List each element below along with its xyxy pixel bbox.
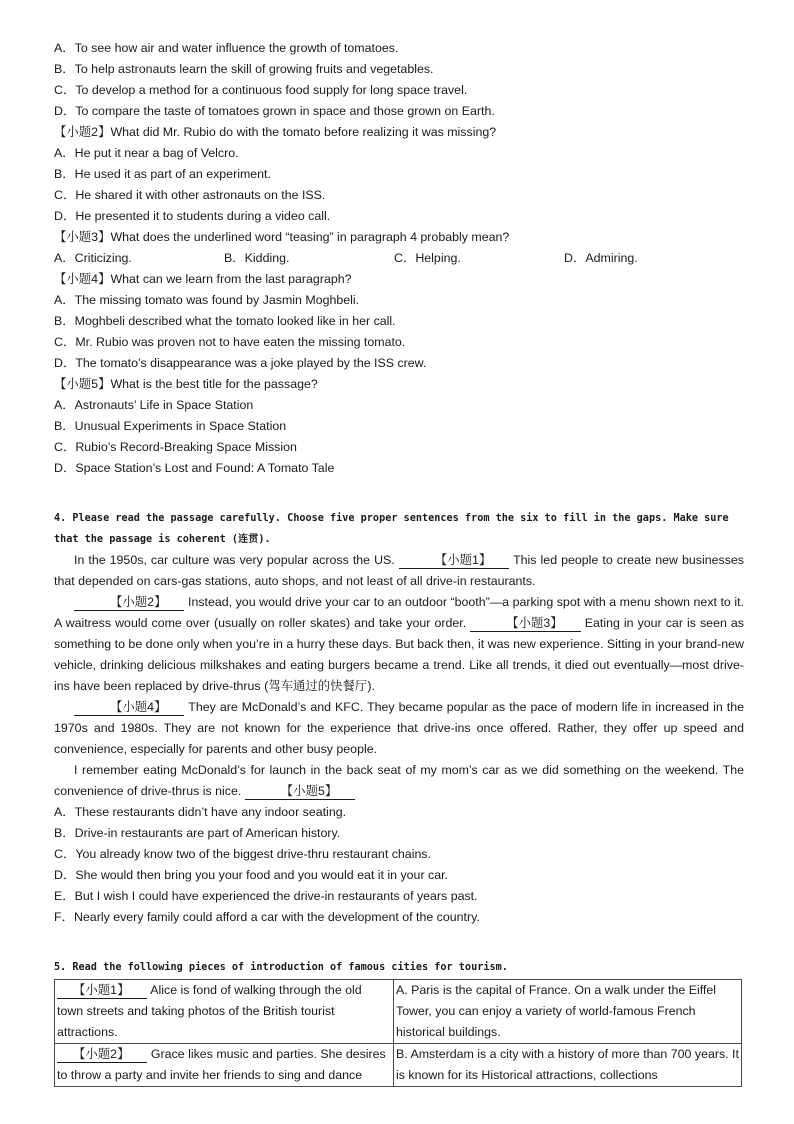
option-line[interactable]: B．Moghbeli described what the tomato looked like in her call. <box>54 314 396 328</box>
option-a[interactable]: A．Criticizing. <box>54 251 132 265</box>
paragraph-text: They are McDonald’s and KFC. They became popular as the pace of modern life in increased in the 1970s and 1980s. They are not known for the experience that drive-ins once offered. Rather, they offer up speed and convenience, especially for parents and other busy people. <box>54 700 744 756</box>
city-cell: B. Amsterdam is a city with a history of more than 700 years. It is known for its Historical attractions, collections <box>394 1044 742 1087</box>
q5-heading: 5. Read the following pieces of introduction of famous cities for tourism. <box>54 962 508 973</box>
person-description: Grace likes music and parties. She desires to throw a party and invite her friends to sing and dance <box>57 1047 386 1082</box>
gap-label: 【小题1】 <box>434 553 492 567</box>
table-row <box>55 980 742 1044</box>
option-line[interactable]: C．He shared it with other astronauts on the ISS. <box>54 188 326 202</box>
option-line[interactable]: C．To develop a method for a continuous food supply for long space travel. <box>54 83 468 97</box>
q4-paragraph-2 <box>54 592 744 697</box>
gap-blank-5[interactable] <box>245 783 355 800</box>
option-d[interactable]: D．Admiring. <box>564 251 638 265</box>
gap-label: 【小题1】 <box>73 983 130 997</box>
option-b[interactable]: B．Kidding. <box>224 251 290 265</box>
q3-q3-options <box>54 248 744 269</box>
person-description: Alice is fond of walking through the old town streets and taking photos of the British tourist attractions. <box>57 983 362 1039</box>
gap-blank-1[interactable] <box>399 552 509 569</box>
q4-paragraph-4 <box>54 760 744 802</box>
q3-q1-options <box>54 38 744 122</box>
q4-heading-line1: 4. Please read the passage carefully. Choose five proper sentences from the six to fill in the gaps. Make sure <box>54 513 729 524</box>
q3-q5-stem: 【小题5】What is the best title for the passage? <box>54 377 318 391</box>
gap-blank-2[interactable] <box>57 1046 147 1063</box>
gap-label: 【小题5】 <box>280 784 338 798</box>
spacer <box>54 928 744 957</box>
paragraph-text: Instead, you would drive your car to an outdoor “booth”—a parking spot with a menu shown next to it. A waitress would come over (usually on roller skates) and take your order. <box>54 595 744 630</box>
q4-paragraph-3 <box>54 697 744 760</box>
option-line[interactable]: B．Unusual Experiments in Space Station <box>54 419 287 433</box>
option-line[interactable]: A．These restaurants didn’t have any indoor seating. <box>54 805 347 819</box>
gap-label: 【小题4】 <box>110 700 167 714</box>
option-line[interactable]: A．Astronauts’ Life in Space Station <box>54 398 254 412</box>
option-c[interactable]: C．Helping. <box>394 251 461 265</box>
option-line[interactable]: D．To compare the taste of tomatoes grown in space and those grown on Earth. <box>54 104 495 118</box>
gap-blank-4[interactable] <box>74 699 184 716</box>
option-line[interactable]: F．Nearly every family could afford a car with the development of the country. <box>54 910 480 924</box>
gap-label: 【小题2】 <box>110 595 167 609</box>
option-line[interactable]: E．But I wish I could have experienced the drive-in restaurants of years past. <box>54 889 478 903</box>
option-line[interactable]: C．Mr. Rubio was proven not to have eaten the missing tomato. <box>54 335 406 349</box>
option-line[interactable]: D．She would then bring you your food and you would eat it in your car. <box>54 868 448 882</box>
q3-q3-stem: 【小题3】What does the underlined word “teasing” in paragraph 4 probably mean? <box>54 230 510 244</box>
option-line[interactable]: D．He presented it to students during a video call. <box>54 209 331 223</box>
q4-paragraph-1 <box>54 550 744 592</box>
option-line[interactable]: D．The tomato’s disappearance was a joke played by the ISS crew. <box>54 356 427 370</box>
paragraph-text: This led people to create new businesses that depended on cars-gas stations, auto shops, and not least of all drive-in restaurants. <box>54 553 744 588</box>
city-cell: A. Paris is the capital of France. On a walk under the Eiffel Tower, you can enjoy a variety of world-famous French historical buildings. <box>394 980 742 1044</box>
paragraph-text: I remember eating McDonald’s for launch in the back seat of my mom’s car as we did something on the weekend. The convenience of drive-thrus is nice. <box>54 763 744 798</box>
person-cell <box>55 1044 394 1087</box>
spacer <box>54 479 744 508</box>
gap-blank-1[interactable] <box>57 982 147 999</box>
option-line[interactable]: A．To see how air and water influence the growth of tomatoes. <box>54 41 399 55</box>
paragraph-text: Eating in your car is seen as something to be done only when you’re in a hurry these days. But back then, it was new experience. Sitting in your brand-new vehicle, drinking delicious milkshakes and eating burgers became a trend. Like all trends, it died out eventually—most drive-ins have been replaced by drive-thrus (驾车通过的快餐厅). <box>54 616 744 693</box>
gap-blank-2[interactable] <box>74 594 184 611</box>
option-line[interactable]: B．He used it as part of an experiment. <box>54 167 271 181</box>
q4-options <box>54 802 744 928</box>
q3-q2-options <box>54 143 744 227</box>
option-line[interactable]: A．The missing tomato was found by Jasmin Moghbeli. <box>54 293 360 307</box>
option-line[interactable]: C．Rubio’s Record-Breaking Space Mission <box>54 440 297 454</box>
document-page <box>54 38 744 1092</box>
option-line[interactable]: A．He put it near a bag of Velcro. <box>54 146 239 160</box>
q3-q2-stem: 【小题2】What did Mr. Rubio do with the tomato before realizing it was missing? <box>54 125 497 139</box>
q3-q5-options <box>54 395 744 479</box>
cities-table <box>54 979 742 1087</box>
gap-blank-3[interactable] <box>470 615 580 632</box>
option-line[interactable]: D．Space Station’s Lost and Found: A Tomato Tale <box>54 461 335 475</box>
option-line[interactable]: C．You already know two of the biggest drive-thru restaurant chains. <box>54 847 431 861</box>
table-row <box>55 1044 742 1087</box>
paragraph-text: In the 1950s, car culture was very popular across the US. <box>74 553 395 567</box>
q3-q4-stem: 【小题4】What can we learn from the last paragraph? <box>54 272 352 286</box>
q3-q4-options <box>54 290 744 374</box>
gap-label: 【小题3】 <box>506 616 563 630</box>
q5-table-viewport <box>54 978 744 1092</box>
option-line[interactable]: B．To help astronauts learn the skill of growing fruits and vegetables. <box>54 62 434 76</box>
option-line[interactable]: B．Drive-in restaurants are part of American history. <box>54 826 341 840</box>
gap-label: 【小题2】 <box>73 1047 130 1061</box>
q4-heading-line2: that the passage is coherent (连贯). <box>54 534 271 545</box>
person-cell <box>55 980 394 1044</box>
